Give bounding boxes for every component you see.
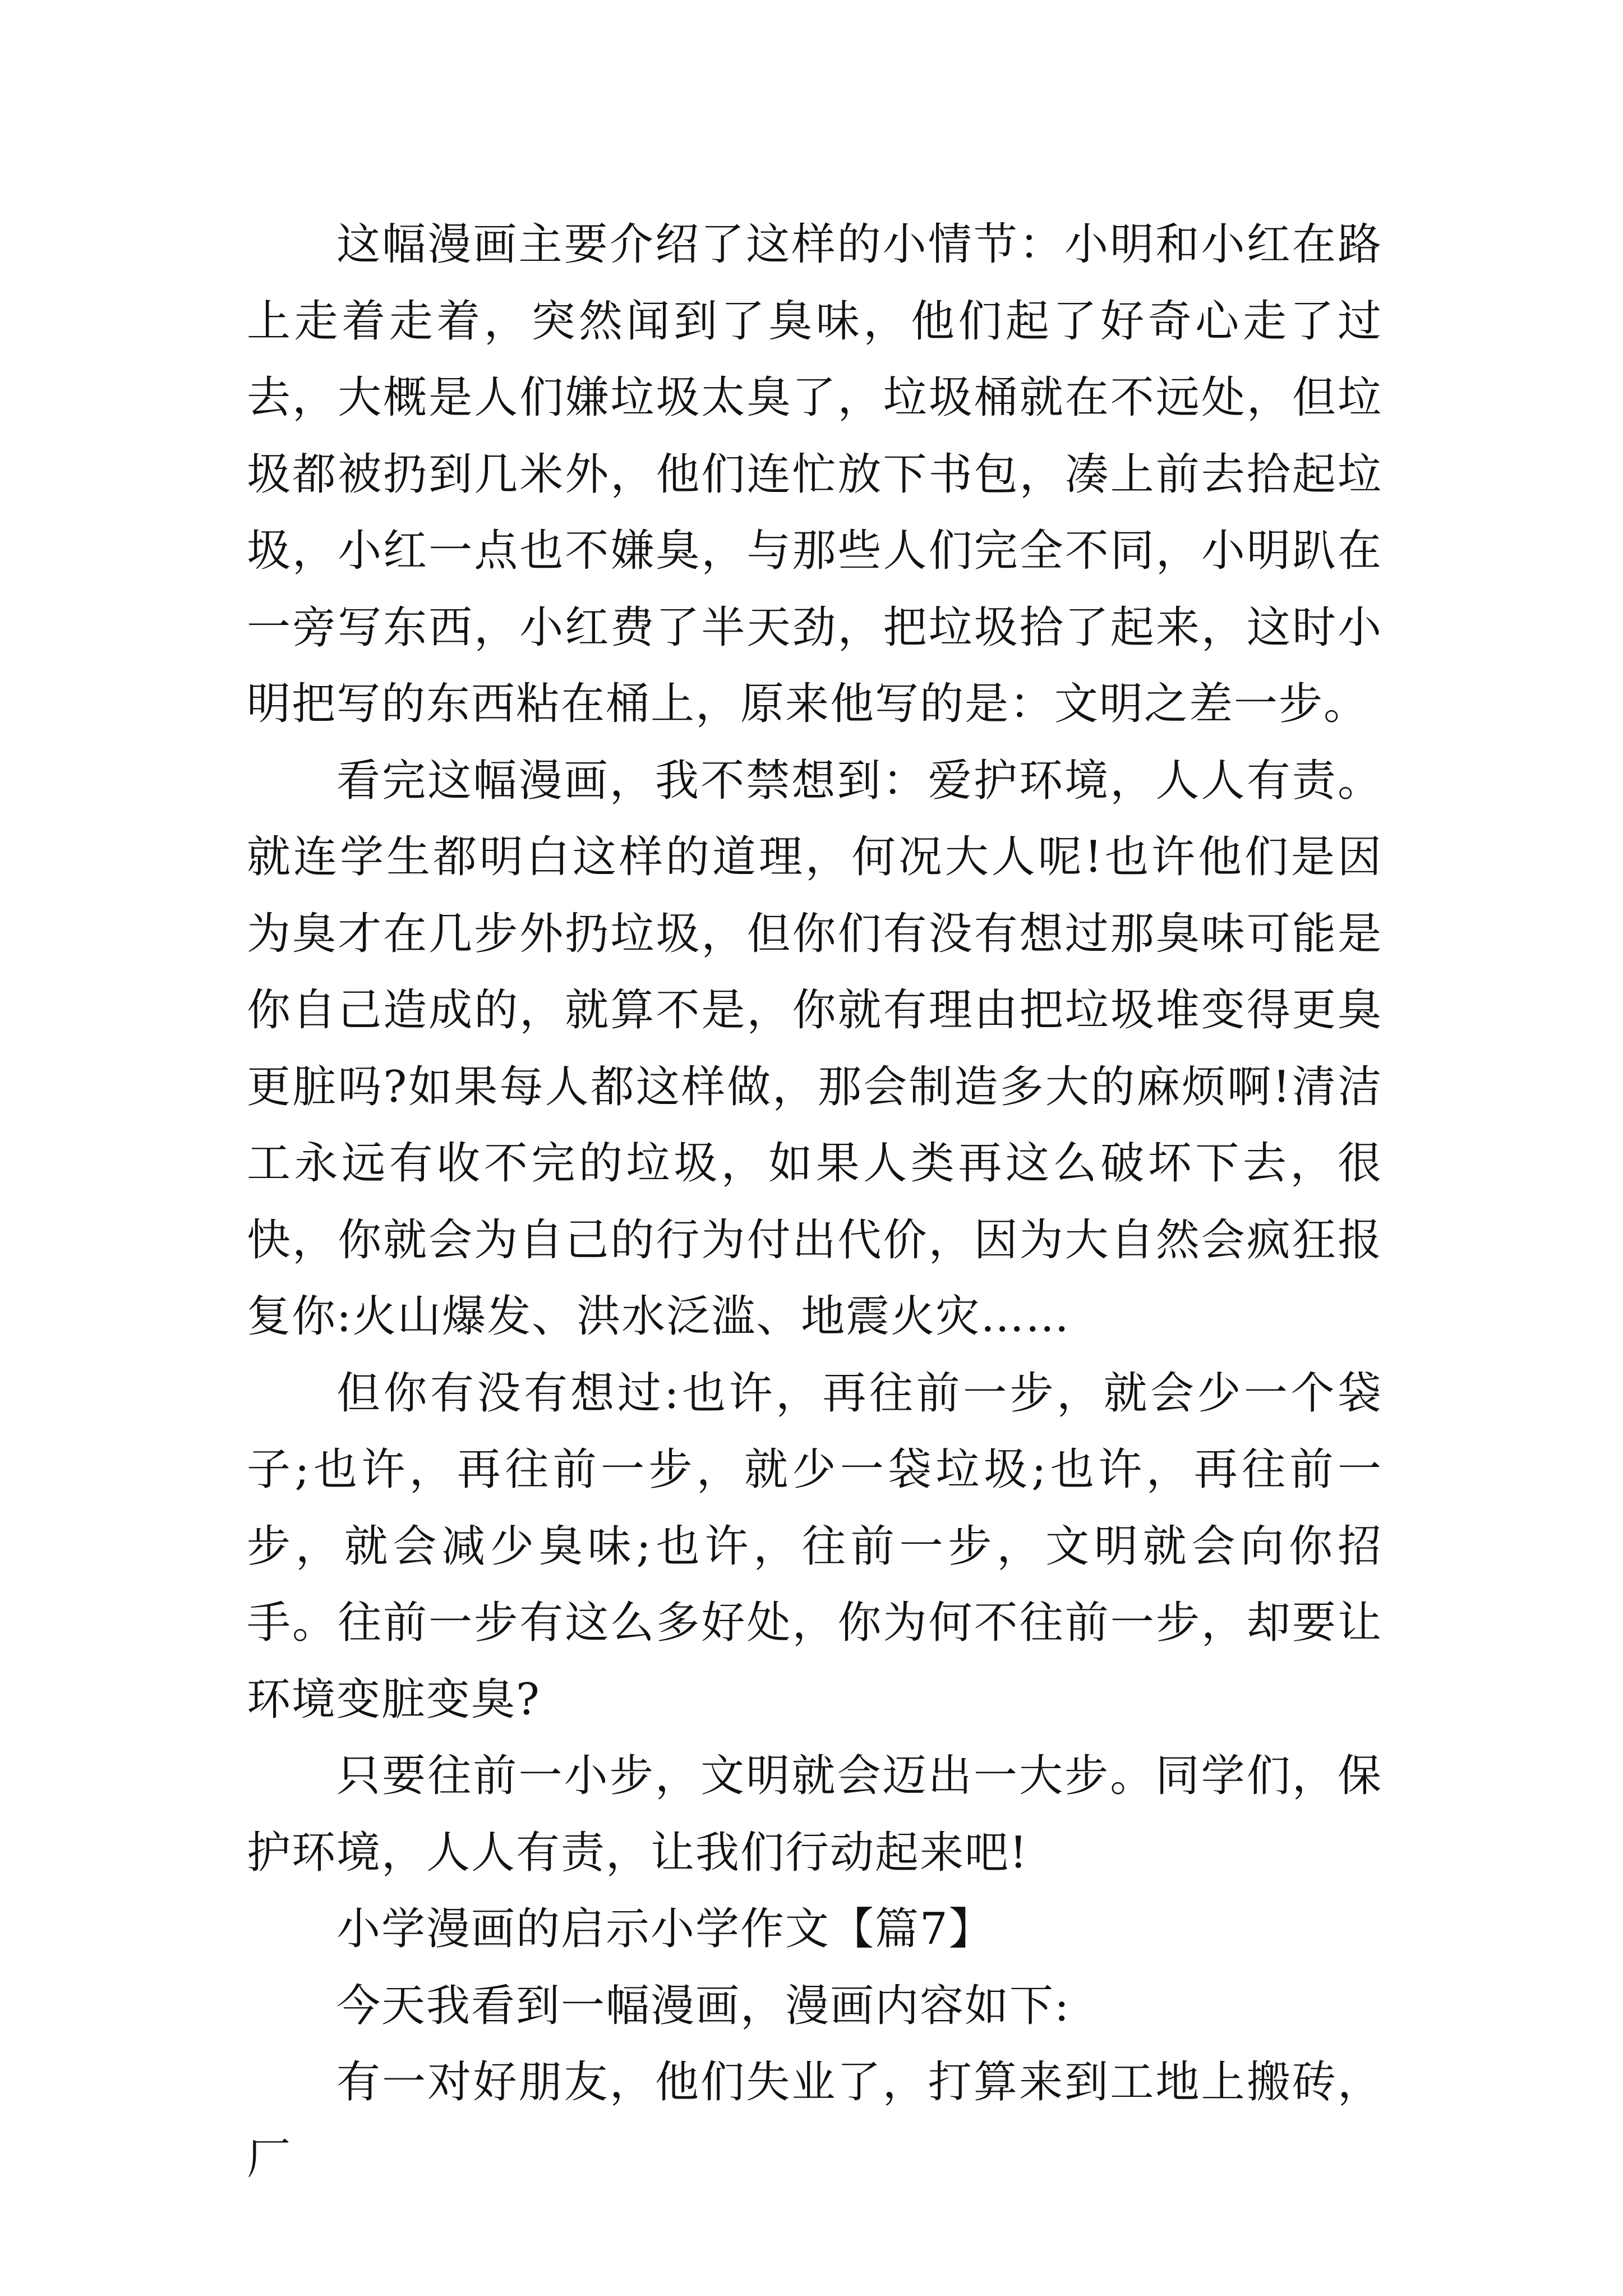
- paragraph-6: 有一对好朋友，他们失业了，打算来到工地上搬砖，厂: [247, 2057, 1382, 2184]
- paragraph-3: 但你有没有想过:也许，再往前一步，就会少一个袋子;也许，再往前一步，就少一袋垃圾;也许，再往前一步，就会减少臭味;也许，往前一步，文明就会向你招手。往前一步有这么多好处，你为何不往前一步，却要让环境变脏变臭?: [247, 1368, 1382, 1725]
- paragraph-5: 今天我看到一幅漫画，漫画内容如下:: [336, 1980, 1071, 2031]
- section-heading: 小学漫画的启示小学作文【篇7】: [336, 1904, 994, 1954]
- paragraph-4: 只要往前一小步，文明就会迈出一大步。同学们，保护环境，人人有责，让我们行动起来吧!: [247, 1751, 1382, 1878]
- document-body: [247, 206, 1382, 2197]
- paragraph-2: 看完这幅漫画，我不禁想到：爱护环境，人人有责。就连学生都明白这样的道理，何况大人呢!也许他们是因为臭才在几步外扔垃圾，但你们有没有想过那臭味可能是你自己造成的，就算不是，你就有理由把垃圾堆变得更臭更脏吗?如果每人都这样做，那会制造多大的麻烦啊!清洁工永远有收不完的垃圾，如果人类再这么破坏下去，很快，你就会为自己的行为付出代价，因为大自然会疯狂报复你:火山爆发、洪水泛滥、地震火灾……: [247, 755, 1382, 1342]
- paragraph-1: 这幅漫画主要介绍了这样的小情节：小明和小红在路上走着走着，突然闻到了臭味，他们起了好奇心走了过去，大概是人们嫌垃圾太臭了，垃圾桶就在不远处，但垃圾都被扔到几米外，他们连忙放下书包，凑上前去拾起垃圾，小红一点也不嫌臭，与那些人们完全不同，小明趴在一旁写东西，小红费了半天劲，把垃圾拾了起来，这时小明把写的东西粘在桶上，原来他写的是：文明之差一步。: [247, 219, 1382, 729]
